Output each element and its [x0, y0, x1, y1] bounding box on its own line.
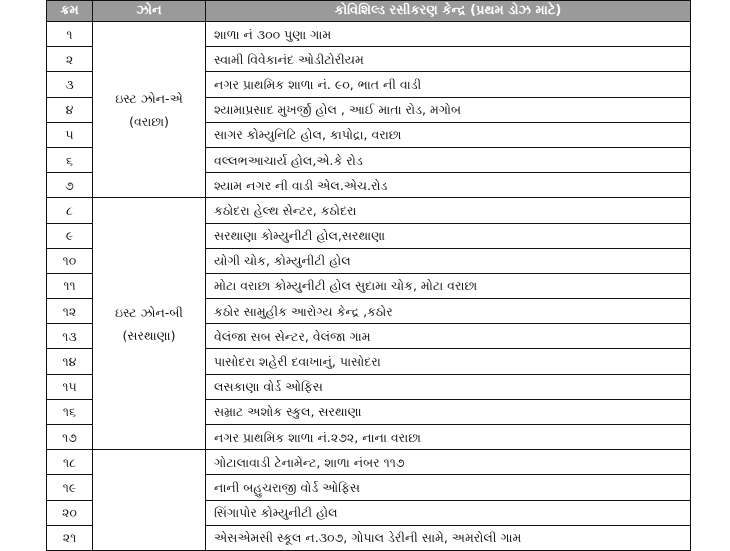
row-number: ૧૦: [47, 248, 93, 273]
row-number: ૩: [47, 72, 93, 97]
table-row: [47, 450, 691, 475]
center-name: ગોટાલાવાડી ટેનામેન્ટ, શાળા નંબર ૧૧૭: [206, 450, 691, 475]
header-zone: ઝોન: [93, 1, 206, 22]
row-number: ૬: [47, 147, 93, 172]
center-name: સાગર કોમ્યુનિટિ હોલ, કાપોદ્રા, વરાછા: [206, 122, 691, 147]
center-name: સમ્રાટ અશોક સ્કુલ, સરથાણા: [206, 399, 691, 424]
row-number: ૮: [47, 198, 93, 223]
table-row: [47, 22, 691, 47]
vaccination-centers-table: [46, 0, 691, 551]
zone-name: ઇસ્ટ ઝોન-એ: [115, 90, 183, 106]
row-number: ૧૨: [47, 299, 93, 324]
center-name: પાસોદરા શહેરી દવાખાનું, પાસોદરા: [206, 349, 691, 374]
center-name: નગર પ્રાથમિક શાળા નં. ૯૦, ભાત ની વાડી: [206, 72, 691, 97]
zone-sub: (સરથાણા): [122, 327, 176, 343]
zone-cell: [93, 22, 206, 198]
center-name: શ્યામાપ્રસાદ મુખર્જી હોલ , આઈ માતા રોડ, મગોબ: [206, 97, 691, 122]
row-number: ૯: [47, 223, 93, 248]
center-name: એસએમસી સ્કૂલ ન.૩૦૭, ગોપાલ ડેરીની સામે, અમરોલી ગામ: [206, 525, 691, 550]
row-number: ૧૬: [47, 399, 93, 424]
header-row: [47, 1, 691, 22]
row-number: ૨૦: [47, 500, 93, 525]
center-name: લસકાણા વોર્ડ ઓફિસ: [206, 374, 691, 399]
row-number: ૨૧: [47, 525, 93, 550]
center-name: યોગી ચોક, કોમ્યુનીટી હોલ: [206, 248, 691, 273]
zone-cell: [93, 198, 206, 450]
table-row: [47, 198, 691, 223]
center-name: નગર પ્રાથમિક શાળા નં.૨૭૨, નાના વરાછા: [206, 425, 691, 450]
row-number: ૧૩: [47, 324, 93, 349]
row-number: ૧૫: [47, 374, 93, 399]
center-name: સરથાણા કોમ્યુનીટી હોલ,સરથાણા: [206, 223, 691, 248]
row-number: ૧૪: [47, 349, 93, 374]
header-center: કોવિશિલ્ડ રસીકરણ કેન્દ્ર (પ્રથમ ડોઝ માટે): [206, 1, 691, 22]
center-name: વેલંજા સબ સેન્ટર, વેલંજા ગામ: [206, 324, 691, 349]
center-name: સિંગાપોર કોમ્યુનીટી હોલ: [206, 500, 691, 525]
row-number: ૪: [47, 97, 93, 122]
zone-sub: (વરાછા): [129, 113, 169, 129]
center-name: મોટા વરાછા કોમ્યુનીટી હોલ સુદામા ચોક, મોટા વરાછા: [206, 273, 691, 298]
center-name: કઠોદરા હેલ્થ સેન્ટર, કઠોદરા: [206, 198, 691, 223]
row-number: ૧૮: [47, 450, 93, 475]
center-name: કઠોર સામુહીક આરોગ્ય કેન્દ્ર ,કઠોર: [206, 299, 691, 324]
zone-cell: [93, 450, 206, 551]
center-name: નાની બહુચરાજી વોર્ડ ઓફિસ: [206, 475, 691, 500]
center-name: શાળા નં ૩૦૦ પુણા ગામ: [206, 22, 691, 47]
center-name: સ્વામી વિવેકાનંદ ઓડીટોરીયમ: [206, 47, 691, 72]
center-name: શ્યામ નગર ની વાડી એલ.એચ.રોડ: [206, 173, 691, 198]
zone-name: ઇસ્ટ ઝોન-બી: [115, 304, 183, 320]
row-number: ૨: [47, 47, 93, 72]
center-name: વલ્લભઆચાર્ય હોલ,એ.કે રોડ: [206, 147, 691, 172]
row-number: ૭: [47, 173, 93, 198]
row-number: ૧: [47, 22, 93, 47]
row-number: ૧૧: [47, 273, 93, 298]
header-number: ક્રમ: [47, 1, 93, 22]
row-number: ૫: [47, 122, 93, 147]
row-number: ૧૯: [47, 475, 93, 500]
row-number: ૧૭: [47, 425, 93, 450]
